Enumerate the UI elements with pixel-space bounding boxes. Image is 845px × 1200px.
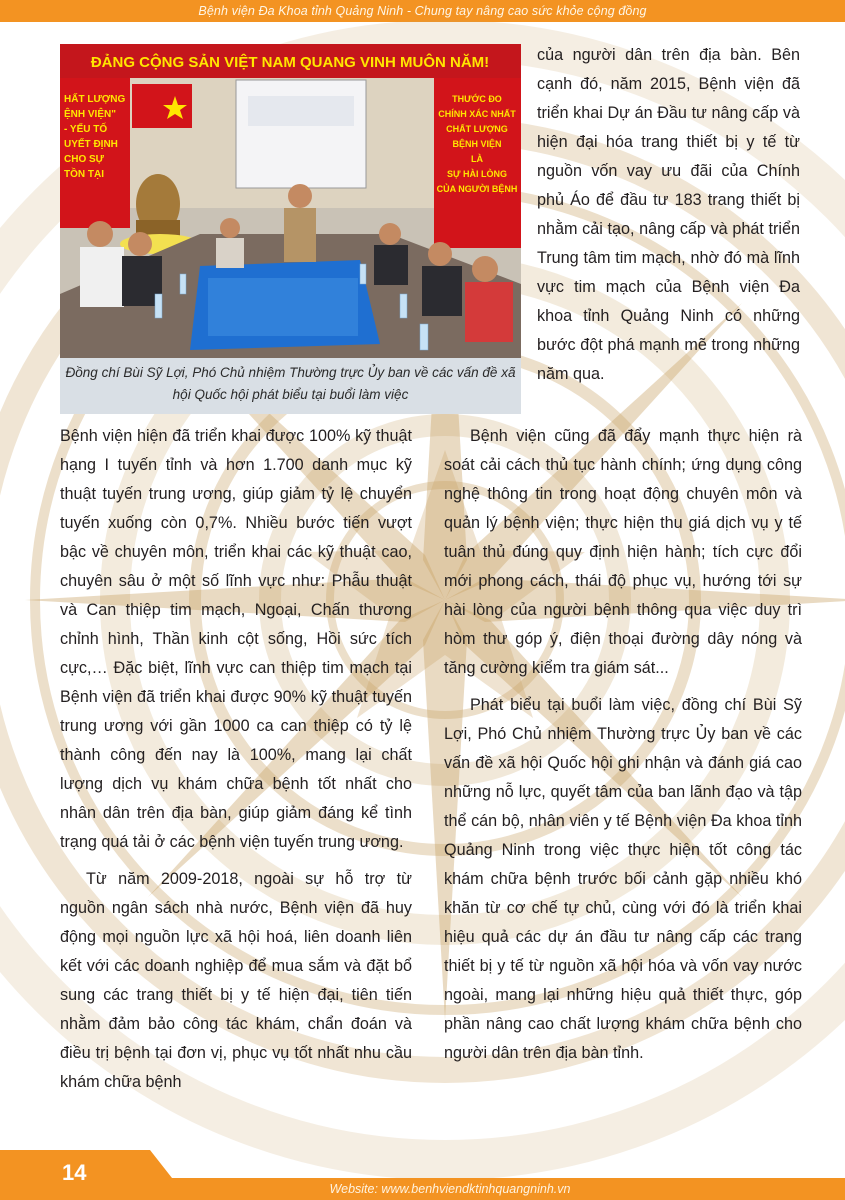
right-sign-line: CỦA NGƯỜI BỆNH — [436, 184, 518, 194]
banner-text: ĐẢNG CỘNG SẢN VIỆT NAM QUANG VINH MUÔN NĂM! — [90, 54, 490, 71]
left-column — [60, 422, 412, 1097]
photo-figure — [60, 44, 521, 414]
right-sign-line: BỆNH VIỆN — [452, 139, 502, 149]
photo-caption: Đồng chí Bùi Sỹ Lợi, Phó Chủ nhiệm Thường trực Ủy ban về các vấn đề xã hội Quốc hội phát biểu tại buổi làm việc — [65, 365, 516, 402]
page-header — [0, 0, 845, 22]
meeting-photo — [60, 44, 521, 358]
left-sign-line: - YẾU TỐ — [64, 124, 108, 135]
left-sign-line: ỆNH VIỆN" — [64, 109, 116, 120]
left-paragraph-1: Bệnh viện hiện đã triển khai được 100% kỹ thuật hạng I tuyến tỉnh và hơn 1.700 danh mục kỹ thuật tuyến trung ương, giúp giảm tỷ lệ chuyển tuyến xuống còn 0,7%. Nhiều bước tiến vượt bậc về chuyên môn, triển khai các kỹ thuật cao, chuyên sâu ở một số lĩnh vực như: Phẫu thuật và Can thiệp tim mạch, Ngoại, Chấn thương chỉnh hình, Thần kinh cột sống, Hồi sức tích cực,… Đặc biệt, lĩnh vực can thiệp tim mạch tại Bệnh viện đã triển khai được 90% kỹ thuật tuyến trung ương với gần 1000 ca can thiệp có tỷ lệ thành công đến nay là 100%, mang lại chất lượng dịch vụ khám chữa bệnh tốt nhất cho nhân dân trên địa bàn, giúp giảm đáng kể tình trạng quá tải ở các bệnh viện tuyến trung ương. — [60, 427, 412, 851]
right-sign-line: THƯỚC ĐO — [452, 94, 502, 104]
left-sign-line: CHO SỰ — [64, 154, 104, 165]
right-sign-line: CHẤT LƯỢNG — [446, 124, 508, 134]
left-paragraph-2: Từ năm 2009-2018, ngoài sự hỗ trợ từ nguồn ngân sách nhà nước, Bệnh viện đã huy động mọi nguồn lực xã hội hoá, liên doanh liên kết với các doanh nghiệp để mua sắm và đặt bổ sung các trang thiết bị y tế hiện đại, tiên tiến nhằm đảm bảo công tác khám, chẩn đoán và điều trị bệnh tại đơn vị, phục vụ tốt nhất nhu cầu khám chữa bệnh — [60, 870, 412, 1091]
right-sign-line: CHÍNH XÁC NHẤT — [438, 109, 516, 119]
right-top-paragraph: của người dân trên địa bàn. Bên cạnh đó, năm 2015, Bệnh viện đã triển khai Dự án Đầu tư nâng cấp và hiện đại hóa trang thiết bị y tế từ nguồn vốn vay ưu đãi của Chính phủ Áo để đầu tư 183 trang thiết bị nhằm cải tạo, nâng cấp và phát triển Trung tâm tim mạch, nhờ đó mà lĩnh vực tim mạch của Bệnh viện Đa khoa tỉnh Quảng Ninh có những bước đột phá mạnh mẽ trong những năm qua. — [537, 46, 800, 383]
left-sign-line: UYẾT ĐỊNH — [64, 139, 118, 150]
left-sign-line: HẤT LƯỢNG — [64, 94, 126, 105]
page-number: 14 — [62, 1160, 87, 1185]
right-sign-line: LÀ — [471, 154, 483, 164]
right-sign-line: SỰ HÀI LÒNG — [447, 169, 507, 179]
header-text: Bệnh viện Đa Khoa tỉnh Quảng Ninh - Chung tay nâng cao sức khỏe cộng đồng — [198, 4, 647, 18]
left-sign-line: TỒN TẠI — [64, 169, 104, 180]
footer-website: Website: www.benhviendktinhquangninh.vn — [329, 1182, 571, 1196]
right-paragraph-2: Phát biểu tại buổi làm việc, đồng chí Bùi Sỹ Lợi, Phó Chủ nhiệm Thường trực Ủy ban về các vấn đề xã hội Quốc hội ghi nhận và đánh giá cao những nỗ lực, quyết tâm của ban lãnh đạo và tập thể cán bộ, nhân viên y tế Bệnh viện Đa khoa tỉnh Quảng Ninh trong việc thực hiện tốt công tác khám chữa bệnh trước bối cảnh gặp nhiều khó khăn từ cơ chế tự chủ, cùng với đó là triển khai hiệu quả các dự án đầu tư nâng cấp các trang thiết bị y tế từ nguồn xã hội hóa và vốn vay nước ngoài, mang lại những hiệu quả thiết thực, góp phần nâng cao chất lượng khám chữa bệnh cho người dân trên địa bàn tỉnh. — [444, 696, 802, 1062]
right-column-top — [537, 41, 800, 389]
right-paragraph-1: Bệnh viện cũng đã đẩy mạnh thực hiện rà soát cải cách thủ tục hành chính; ứng dụng công nghệ thông tin trong hoạt động chuyên môn và quản lý bệnh viện; thực hiện thu giá dịch vụ y tế tuân thủ đúng quy định hiện hành; tích cực đổi mới phong cách, thái độ phục vụ, hướng tới sự hài lòng của người bệnh thông qua việc duy trì hòm thư góp ý, điện thoại đường dây nóng và tăng cường kiểm tra giám sát... — [444, 427, 802, 677]
right-column — [444, 422, 802, 1068]
